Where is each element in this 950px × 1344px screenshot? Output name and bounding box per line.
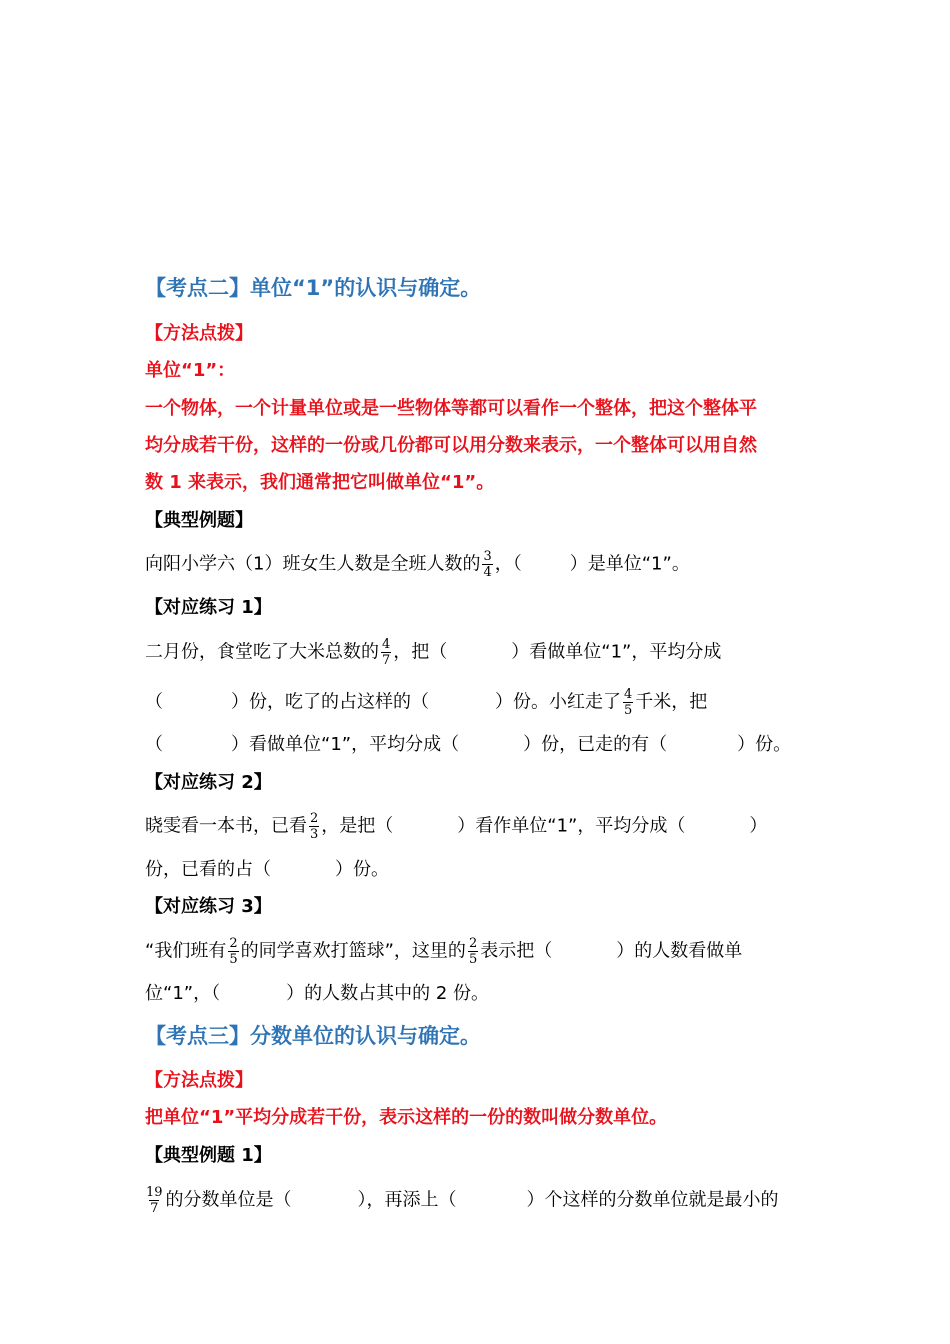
fraction: $\frac{19}{7}$ [146, 1185, 163, 1216]
example-label: 【典型例题 1】 [145, 1145, 272, 1166]
exercise1-line-1: 二月份，食堂吃了大米总数的 $\frac{4}{7}$ ，把（ ）看做单位“1”，平均分成 [145, 637, 722, 668]
example-question: 向阳小学六（1）班女生人数是全班人数的 $\frac{3}{4}$ ，（ ）是单位“1”。 [145, 549, 690, 580]
explain-line-1: 一个物体，一个计量单位或是一些物体等都可以看作一个整体，把这个整体平 [145, 398, 757, 419]
method-label: 【方法点拨】 [145, 323, 253, 344]
fraction: $\frac{4}{5}$ [624, 687, 633, 718]
explain-line-3: 数 1 来表示，我们通常把它叫做单位“1”。 [145, 472, 495, 493]
fraction: $\frac{2}{5}$ [229, 936, 238, 967]
section-title-point3: 【考点三】分数单位的认识与确定。 [145, 1024, 481, 1048]
exercise2-line-1: 晓雯看一本书，已看 $\frac{2}{3}$ ，是把（ ）看作单位“1”，平均分成（ ） [145, 811, 768, 842]
fraction: $\frac{3}{4}$ [483, 549, 492, 580]
exercise1-label: 【对应练习 1】 [145, 597, 272, 618]
exercise1-line-2: （ ）份，吃了的占这样的（ ）份。小红走了 $\frac{4}{5}$ 千米，把 [145, 687, 708, 718]
section-title-point2: 【考点二】单位“1”的认识与确定。 [145, 276, 482, 300]
explain-line: 把单位“1”平均分成若干份，表示这样的一份的数叫做分数单位。 [145, 1107, 668, 1128]
explain-line-2: 均分成若干份，这样的一份或几份都可以用分数来表示，一个整体可以用自然 [145, 435, 757, 456]
exercise3-line-1: “我们班有 $\frac{2}{5}$ 的同学喜欢打篮球”，这里的 $\frac{2}{5}$ 表示把（ ）的人数看做单 [145, 936, 743, 967]
exercise2-label: 【对应练习 2】 [145, 772, 272, 793]
fraction: $\frac{2}{3}$ [310, 811, 319, 842]
exercise3-line-2: 位“1”，（ ）的人数占其中的 2 份。 [145, 983, 490, 1004]
exercise1-line-3: （ ）看做单位“1”，平均分成（ ）份，已走的有（ ）份。 [145, 734, 792, 755]
fraction: $\frac{4}{7}$ [382, 637, 391, 668]
unit-label: 单位“1”： [145, 360, 236, 381]
method-label: 【方法点拨】 [145, 1070, 253, 1091]
example-question: $\frac{19}{7}$ 的分数单位是（ ），再添上（ ）个这样的分数单位就是最小的 [146, 1185, 779, 1216]
exercise2-line-2: 份，已看的占（ ）份。 [145, 859, 389, 880]
exercise3-label: 【对应练习 3】 [145, 896, 272, 917]
example-label: 【典型例题】 [145, 510, 253, 531]
fraction: $\frac{2}{5}$ [468, 936, 478, 967]
